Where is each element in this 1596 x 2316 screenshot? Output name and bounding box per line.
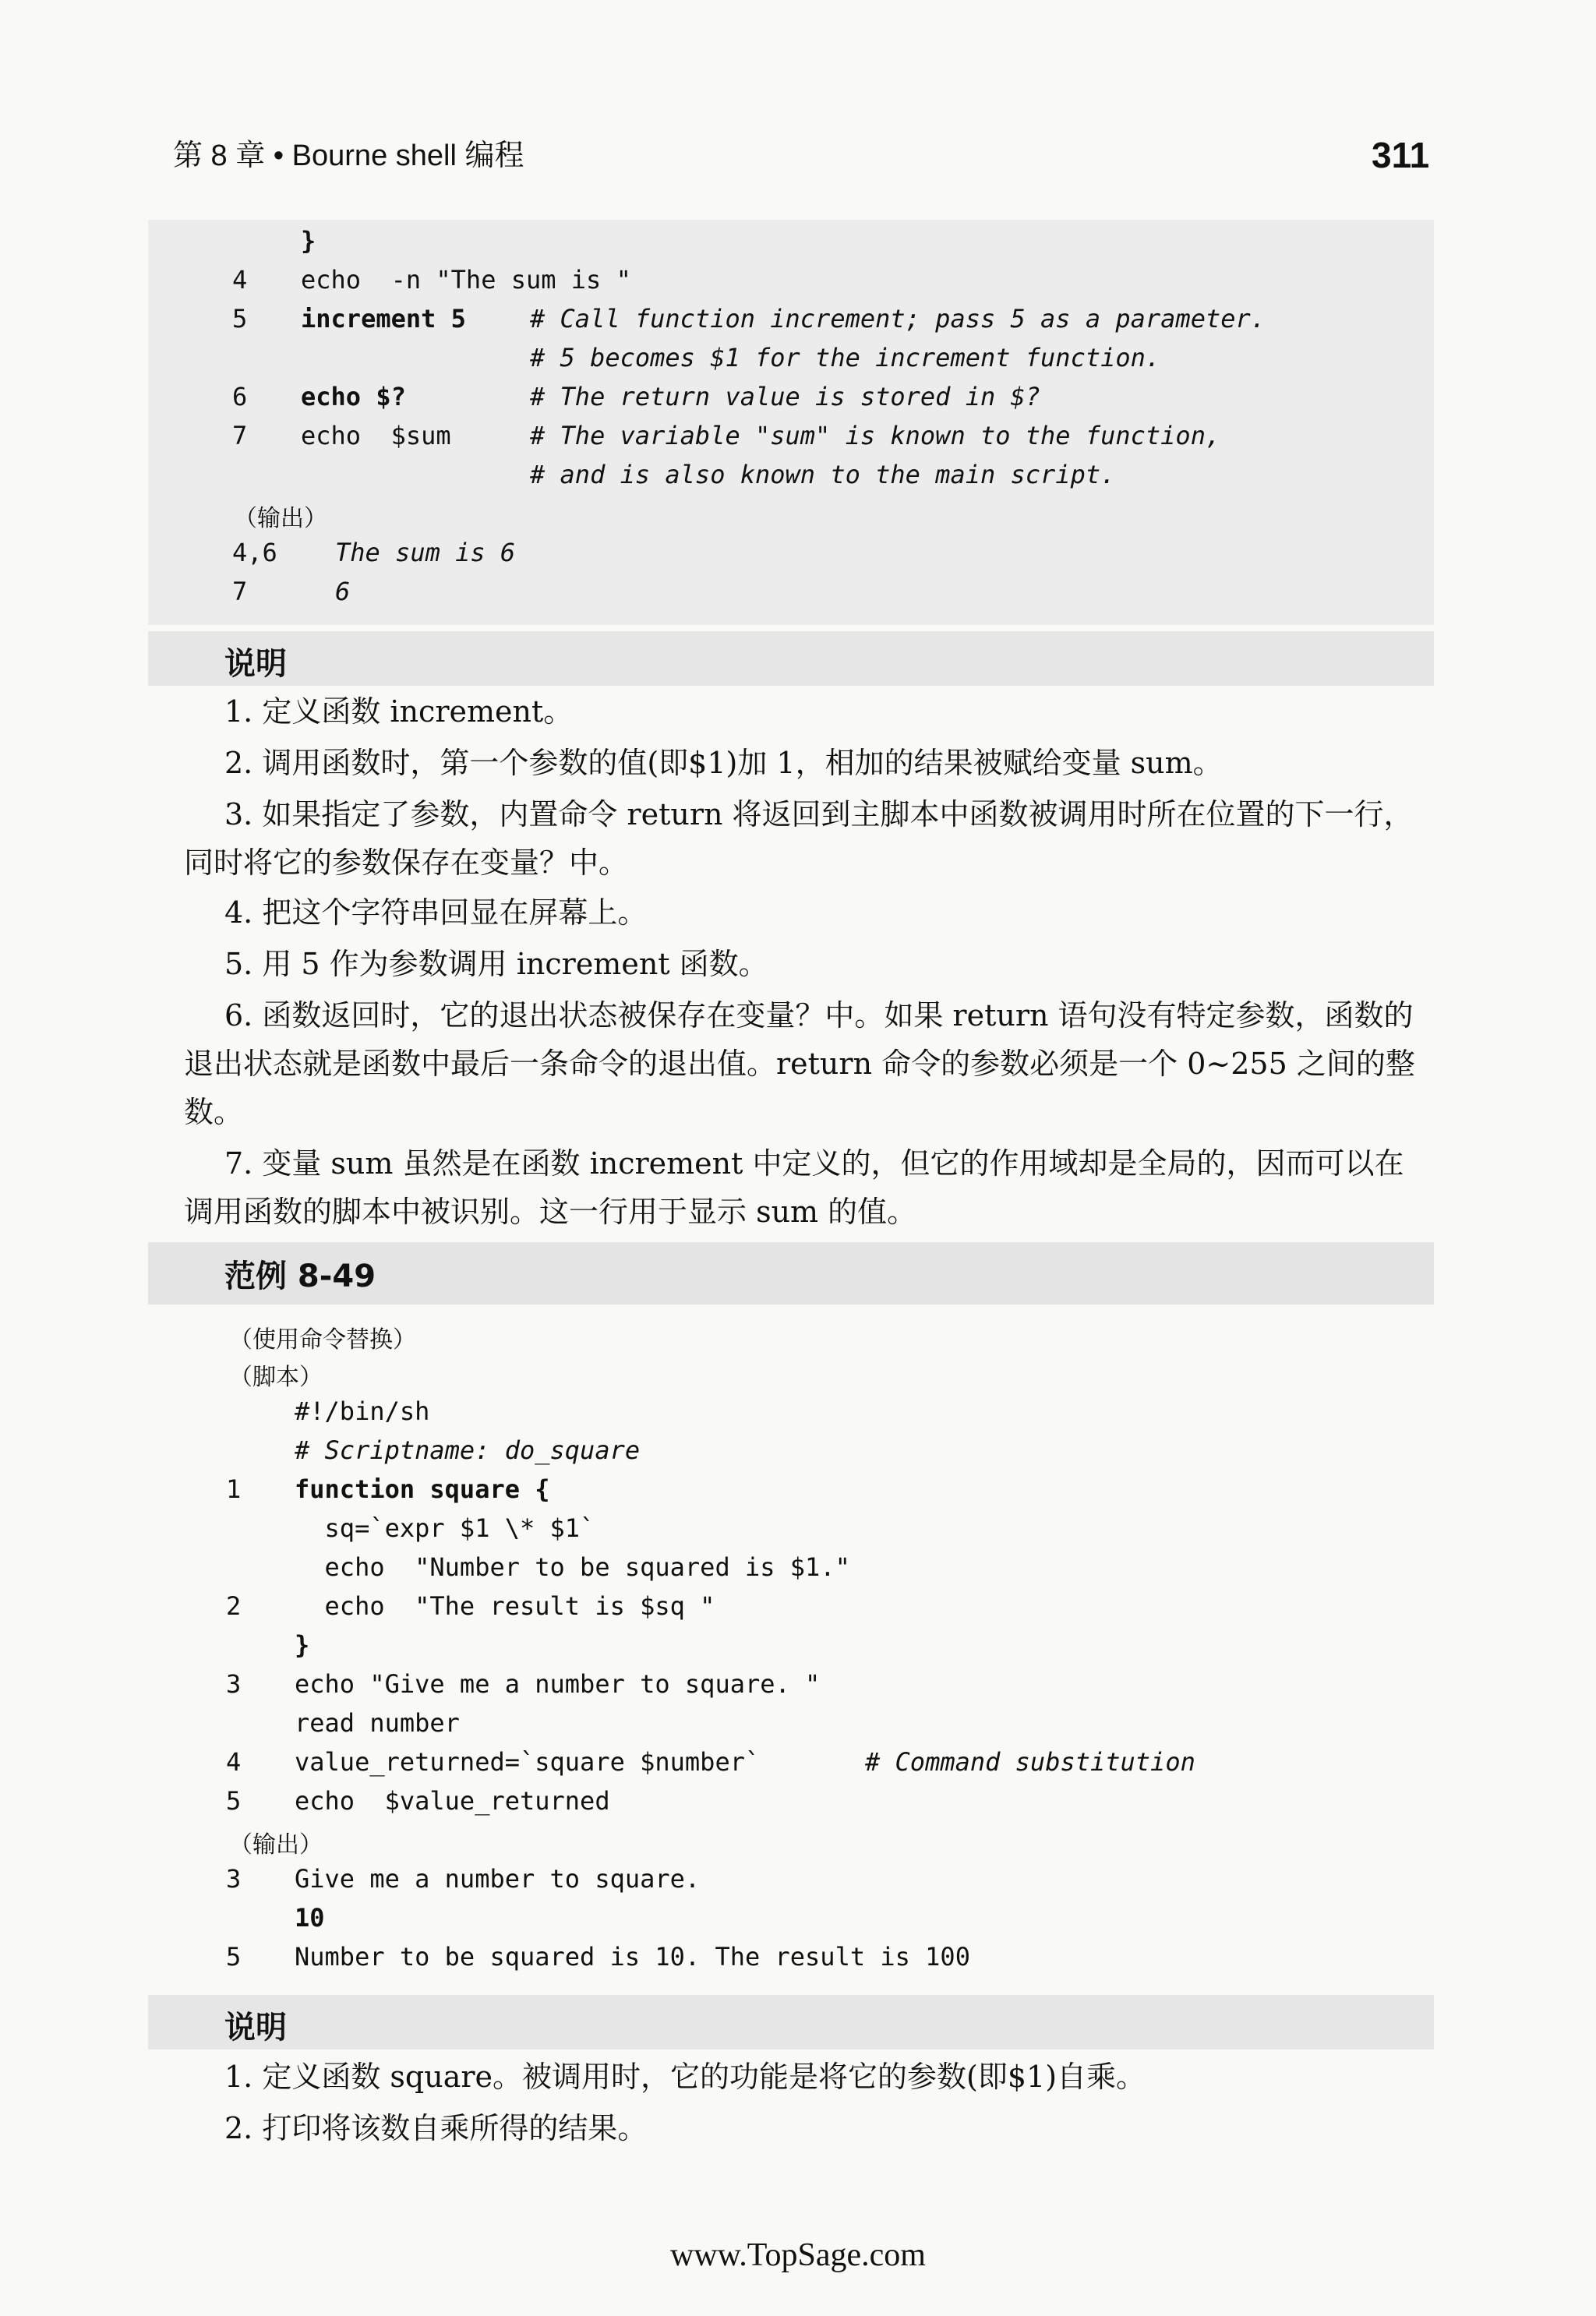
- output-line-number: 4,6: [232, 538, 277, 567]
- code-line: value_returned=`square $number`: [295, 1747, 761, 1777]
- code-line: echo "The result is $sq ": [295, 1591, 715, 1621]
- code-line: echo $?: [301, 382, 406, 411]
- section-band: [148, 1995, 1434, 2049]
- output-line-number: 3: [226, 1864, 242, 1894]
- line-number: 2: [226, 1591, 242, 1621]
- line-number: 1: [226, 1474, 242, 1504]
- code-line: #!/bin/sh: [295, 1396, 430, 1426]
- code-line: }: [295, 1630, 310, 1660]
- line-number: 4: [226, 1747, 242, 1777]
- code-comment: # The return value is stored in $?: [530, 382, 1041, 411]
- explanation-item: 2. 调用函数时，第一个参数的值(即$1)加 1，相加的结果被赋给变量 sum。: [224, 746, 1223, 780]
- output-text: 6: [335, 577, 351, 606]
- code-comment: # 5 becomes $1 for the increment function.: [530, 343, 1161, 372]
- code-line: echo "Give me a number to square. ": [295, 1669, 821, 1699]
- chapter-header: 第 8 章 • Bourne shell 编程: [173, 139, 524, 172]
- code-comment: # The variable "sum" is known to the function,: [530, 421, 1221, 450]
- example-title: 范例 8-49: [224, 1259, 376, 1294]
- page-number: 311: [1372, 135, 1430, 175]
- code-comment: # Command substitution: [865, 1747, 1195, 1777]
- section-title: 说明: [224, 2010, 287, 2046]
- line-number: 6: [232, 382, 248, 411]
- output-text: The sum is 6: [335, 538, 516, 567]
- explanation-item: 3. 如果指定了参数，内置命令 return 将返回到主脚本中函数被调用时所在位置的下一行，同时将它的参数保存在变量？中。: [184, 797, 1414, 880]
- section-band: [148, 631, 1434, 686]
- section-title: 说明: [224, 646, 287, 682]
- explanation-item: 5. 用 5 作为参数调用 increment 函数。: [224, 947, 768, 981]
- code-comment: # and is also known to the main script.: [530, 460, 1116, 489]
- code-line: read number: [295, 1708, 460, 1738]
- output-text: Number to be squared is 10. The result is 100: [295, 1942, 970, 1972]
- code-line: }: [301, 226, 316, 256]
- line-number: 4: [232, 265, 248, 295]
- code-line: function square {: [295, 1474, 550, 1504]
- output-line-number: 5: [226, 1942, 242, 1972]
- script-label: （脚本）: [229, 1364, 323, 1391]
- explanation-item: 1. 定义函数 square。被调用时，它的功能是将它的参数(即$1)自乘。: [224, 2060, 1146, 2094]
- code-comment: # Call function increment; pass 5 as a parameter.: [530, 304, 1266, 334]
- code-line: echo "Number to be squared is $1.": [295, 1552, 850, 1582]
- line-number: 5: [232, 304, 248, 334]
- code-line: sq=`expr $1 \* $1`: [295, 1513, 595, 1543]
- output-label: （输出）: [229, 1831, 323, 1859]
- output-text: 10: [295, 1903, 325, 1933]
- explanation-item: 1. 定义函数 increment。: [224, 694, 574, 729]
- explanation-item: 6. 函数返回时，它的退出状态被保存在变量？中。如果 return 语句没有特定参数，函数的退出状态就是函数中最后一条命令的退出值。return 命令的参数必须是一个 0~255 之间的整数。: [184, 998, 1415, 1129]
- code-line: echo $value_returned: [295, 1786, 610, 1816]
- code-line: # Scriptname: do_square: [295, 1435, 641, 1465]
- explanation-item: 4. 把这个字符串回显在屏幕上。: [224, 895, 648, 930]
- line-number: 7: [232, 421, 248, 450]
- line-number: 3: [226, 1669, 242, 1699]
- code-line: increment 5: [301, 304, 466, 334]
- example-subtitle: （使用命令替换）: [229, 1326, 416, 1354]
- footer-url: www.TopSage.com: [670, 2237, 926, 2273]
- output-label: （输出）: [234, 505, 327, 532]
- code-line: echo $sum: [301, 421, 451, 450]
- output-text: Give me a number to square.: [295, 1864, 701, 1894]
- explanation-item: 2. 打印将该数自乘所得的结果。: [224, 2111, 648, 2145]
- output-line-number: 7: [232, 577, 248, 606]
- explanation-item: 7. 变量 sum 虽然是在函数 increment 中定义的，但它的作用域却是全局的，因而可以在调用函数的脚本中被识别。这一行用于显示 sum 的值。: [184, 1146, 1404, 1229]
- code-line: echo -n "The sum is ": [301, 265, 631, 295]
- line-number: 5: [226, 1786, 242, 1816]
